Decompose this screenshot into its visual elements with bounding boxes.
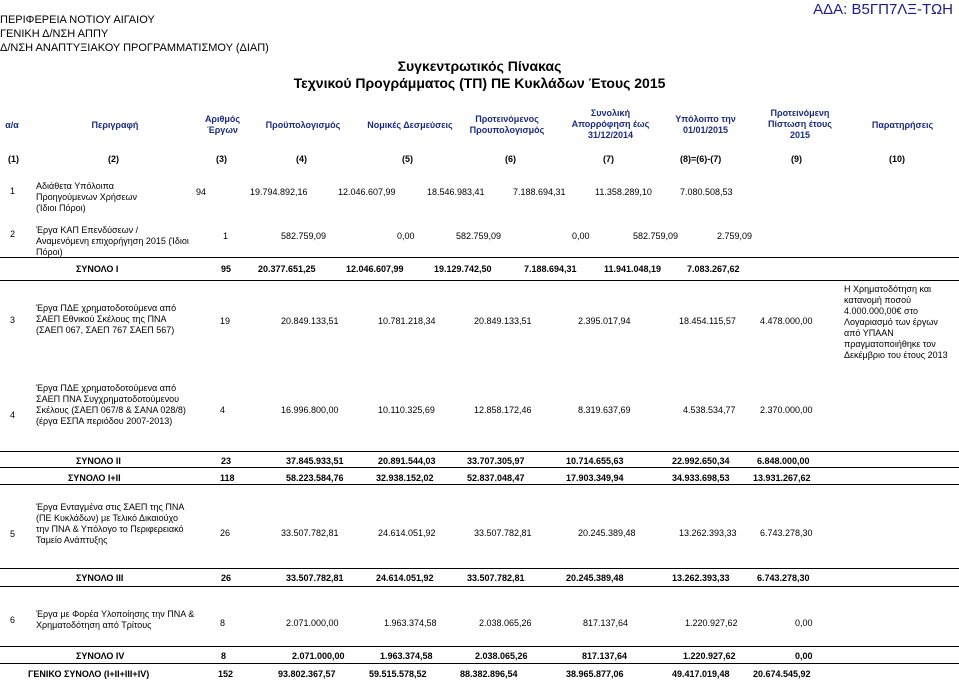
- col-number: (1): [8, 154, 19, 164]
- row-proposed: 12.858.172,46: [474, 405, 532, 415]
- row-remaining: 13.262.393,33: [679, 528, 737, 538]
- row-remaining: 1.220.927,62: [685, 618, 738, 628]
- row-aa: 2: [10, 229, 16, 239]
- org-line-directorate: Δ/ΝΣΗ ΑΝΑΠΤΥΞΙΑΚΟΥ ΠΡΟΓΡΑΜΜΑΤΙΣΜΟΥ (ΔΙΑΠ): [0, 42, 269, 54]
- row-credit: 7.080.508,53: [680, 187, 733, 197]
- total-proposed: 2.038.065,26: [475, 651, 528, 661]
- row-count: 94: [196, 187, 207, 197]
- total-count: 23: [221, 456, 232, 466]
- ada-code: ΑΔΑ: Β5ΓΠ7ΛΞ-ΤΩΗ: [813, 1, 953, 18]
- row-proposed: 2.038.065,26: [479, 618, 532, 628]
- row-budget: 2.071.000,00: [286, 618, 339, 628]
- row-legal: 1.963.374,58: [384, 618, 437, 628]
- col-header-legal: Νομικές Δεσμεύσεις: [367, 120, 453, 130]
- total-proposed: 52.837.048,47: [467, 473, 525, 483]
- total-legal: 32.938.152,02: [376, 473, 434, 483]
- total-legal: 1.963.374,58: [380, 651, 433, 661]
- divider: [0, 280, 959, 281]
- total-credit: 20.674.545,92: [753, 669, 811, 679]
- total-credit: 6.848.000,00: [757, 456, 810, 466]
- total-budget: 20.377.651,25: [258, 264, 316, 274]
- row-budget: 20.849.133,51: [281, 316, 339, 326]
- row-credit: 4.478.000,00: [760, 316, 813, 326]
- total-absorption: 7.188.694,31: [524, 264, 577, 274]
- total-legal: 24.614.051,92: [376, 573, 434, 583]
- row-credit: 0,00: [795, 618, 813, 628]
- total-budget: 58.223.584,76: [286, 473, 344, 483]
- page-subtitle: Τεχνικού Προγράμματος (ΤΠ) ΠΕ Κυκλάδων Έτους 2015: [293, 75, 666, 91]
- org-line-general-directorate: ΓΕΝΙΚΗ Δ/ΝΣΗ ΑΠΠΥ: [0, 28, 109, 40]
- total-proposed: 19.129.742,50: [434, 264, 492, 274]
- col-number: (6): [505, 154, 516, 164]
- org-header: [0, 13, 269, 55]
- row-budget: 582.759,09: [281, 231, 327, 241]
- total-remaining: 1.220.927,62: [683, 651, 736, 661]
- row-remaining: 4.538.534,77: [683, 405, 736, 415]
- total-label: ΣΥΝΟΛΟ IV: [76, 651, 125, 661]
- total-budget: 33.507.782,81: [286, 573, 344, 583]
- col-header-proposed-budget: Προτεινόμενος Προυπολογισμός: [469, 114, 545, 135]
- col-header-budget: Προϋπολογισμός: [265, 120, 341, 130]
- total-absorption: 17.903.349,94: [566, 473, 624, 483]
- row-count: 19: [220, 316, 231, 326]
- row-budget: 19.794.892,16: [250, 187, 308, 197]
- row-notes: Η Χρηματοδότηση και κατανομή ποσού 4.000.000,00€ στο Λογαριασμό των έργων από ΥΠΑΑΝ πραγματοποιήθηκε τον Δεκέμβριο του έτους 2013: [844, 284, 948, 360]
- divider: [0, 586, 959, 587]
- divider: [0, 663, 959, 664]
- total-credit: 0,00: [795, 651, 813, 661]
- row-description: Έργα ΠΔΕ χρηματοδοτούμενα από ΣΑΕΠ ΠΝΑ Συγχρηματοδοτούμενου Σκέλους (ΣΑΕΠ 067/8 & ΣΑΝΑ 028/8)(έργα ΕΣΠΑ περιόδου 2007-2013): [36, 383, 186, 426]
- row-aa: 5: [10, 529, 16, 539]
- row-aa: 1: [10, 186, 16, 196]
- total-count: 152: [218, 669, 234, 679]
- row-description: Έργα ΠΔΕ χρηματοδοτούμενα από ΣΑΕΠ Εθνικού Σκέλους της ΠΝΑ (ΣΑΕΠ 067, ΣΑΕΠ 767 ΣΑΕΠ 567): [36, 303, 177, 335]
- total-remaining: 13.262.393,33: [672, 573, 730, 583]
- total-budget: 2.071.000,00: [292, 651, 345, 661]
- row-count: 8: [220, 618, 226, 628]
- total-label: ΓΕΝΙΚΟ ΣΥΝΟΛΟ (Ι+ΙΙ+ΙΙΙ+ΙV): [28, 669, 150, 679]
- total-proposed: 33.707.305,97: [467, 456, 525, 466]
- col-header-count: Αριθμός Έργων: [204, 114, 241, 135]
- col-number: (4): [296, 154, 307, 164]
- total-count: 8: [221, 651, 227, 661]
- page-title: Συγκεντρωτικός Πίνακας: [397, 58, 562, 74]
- row-description: Αδιάθετα Υπόλοιπα Προηγούμενων Χρήσεων (Ίδιοι Πόροι): [36, 181, 138, 213]
- row-credit: 6.743.278,30: [760, 528, 813, 538]
- total-legal: 59.515.578,52: [369, 669, 427, 679]
- row-aa: 3: [10, 315, 16, 325]
- divider: [0, 467, 959, 468]
- row-absorption: 7.188.694,31: [513, 187, 566, 197]
- total-label: ΣΥΝΟΛΟ Ι+ΙΙ: [68, 473, 121, 483]
- total-legal: 12.046.607,99: [346, 264, 404, 274]
- row-credit: 2.370.000,00: [760, 405, 813, 415]
- row-credit: 2.759,09: [717, 231, 753, 241]
- col-header-credit: Προτεινόμενη Πίστωση έτους 2015: [768, 108, 832, 140]
- total-remaining: 34.933.698,53: [672, 473, 730, 483]
- row-absorption: 0,00: [572, 231, 590, 241]
- divider: [0, 484, 959, 485]
- total-label: ΣΥΝΟΛΟ ΙΙΙ: [76, 573, 124, 583]
- total-count: 95: [221, 264, 232, 274]
- total-budget: 93.802.367,57: [278, 669, 336, 679]
- col-number: (3): [216, 154, 227, 164]
- row-legal: 10.781.218,34: [378, 316, 436, 326]
- row-absorption: 8.319.637,69: [578, 405, 631, 415]
- row-legal: 12.046.607,99: [338, 187, 396, 197]
- divider: [0, 451, 959, 452]
- col-header-absorption: Συνολική Απορρόφηση έως 31/12/2014: [571, 108, 650, 140]
- divider: [0, 568, 959, 569]
- row-proposed: 582.759,09: [456, 231, 502, 241]
- total-credit: 7.083.267,62: [687, 264, 740, 274]
- row-legal: 24.614.051,92: [378, 528, 436, 538]
- total-label: ΣΥΝΟΛΟ Ι: [76, 264, 119, 274]
- total-absorption: 10.714.655,63: [566, 456, 624, 466]
- row-description: Έργα Ενταγμένα στις ΣΑΕΠ της ΠΝΑ (ΠΕ Κυκλάδων) με Τελικό Δικαιούχο την ΠΝΑ & Υπόλογο το Περιφερειακό Ταμείο Ανάπτυξης: [36, 502, 184, 545]
- total-proposed: 33.507.782,81: [467, 573, 525, 583]
- row-legal: 10.110.325,69: [378, 405, 435, 415]
- row-aa: 4: [10, 410, 16, 420]
- total-count: 26: [221, 573, 232, 583]
- total-count: 118: [220, 473, 235, 483]
- row-proposed: 18.546.983,41: [427, 187, 485, 197]
- col-number: (9): [791, 154, 802, 164]
- col-number: (7): [603, 154, 614, 164]
- row-legal: 0,00: [397, 231, 415, 241]
- row-absorption: 2.395.017,94: [578, 316, 631, 326]
- row-budget: 16.996.800,00: [281, 405, 339, 415]
- col-number: (5): [402, 154, 413, 164]
- total-remaining: 49.417.019,48: [672, 669, 730, 679]
- total-proposed: 88.382.896,54: [460, 669, 518, 679]
- divider: [0, 646, 959, 647]
- row-aa: 6: [10, 615, 16, 625]
- col-header-remaining: Υπόλοιπο την 01/01/2015: [675, 114, 736, 135]
- row-absorption: 817.137,64: [583, 618, 629, 628]
- row-count: 1: [223, 231, 229, 241]
- row-proposed: 33.507.782,81: [474, 528, 532, 538]
- col-number: (10): [889, 154, 906, 164]
- row-description: Έργα ΚΑΠ Επενδύσεων / Αναμενόμενη επιχορήγηση 2015 (Ίδιοι Πόροι): [36, 225, 189, 257]
- total-absorption: 20.245.389,48: [566, 573, 624, 583]
- total-absorption: 817.137,64: [582, 651, 628, 661]
- total-remaining: 11.941.048,19: [604, 264, 662, 274]
- total-label: ΣΥΝΟΛΟ ΙΙ: [76, 456, 121, 466]
- row-remaining: 11.358.289,10: [595, 187, 652, 197]
- row-count: 26: [220, 528, 231, 538]
- row-count: 4: [220, 405, 226, 415]
- row-description: Έργα με Φορέα Υλοποίησης την ΠΝΑ & Χρηματοδότηση από Τρίτους: [36, 609, 195, 630]
- col-number: (2): [108, 154, 119, 164]
- row-budget: 33.507.782,81: [281, 528, 339, 538]
- row-proposed: 20.849.133,51: [474, 316, 532, 326]
- col-header-aa: α/α: [5, 120, 19, 130]
- total-credit: 6.743.278,30: [757, 573, 810, 583]
- total-legal: 20.891.544,03: [378, 456, 436, 466]
- divider: [0, 257, 959, 258]
- row-remaining: 582.759,09: [633, 231, 679, 241]
- org-line-region: ΠΕΡΙΦΕΡΕΙΑ ΝΟΤΙΟΥ ΑΙΓΑΙΟΥ: [0, 14, 155, 26]
- row-remaining: 18.454.115,57: [679, 316, 736, 326]
- col-header-notes: Παρατηρήσεις: [871, 120, 934, 130]
- col-number: (8)=(6)-(7): [680, 154, 722, 164]
- total-budget: 37.845.933,51: [286, 456, 344, 466]
- total-absorption: 38.965.877,06: [566, 669, 624, 679]
- total-credit: 13.931.267,62: [753, 473, 811, 483]
- col-header-description: Περιγραφή: [91, 120, 139, 130]
- row-absorption: 20.245.389,48: [578, 528, 636, 538]
- total-remaining: 22.992.650,34: [672, 456, 730, 466]
